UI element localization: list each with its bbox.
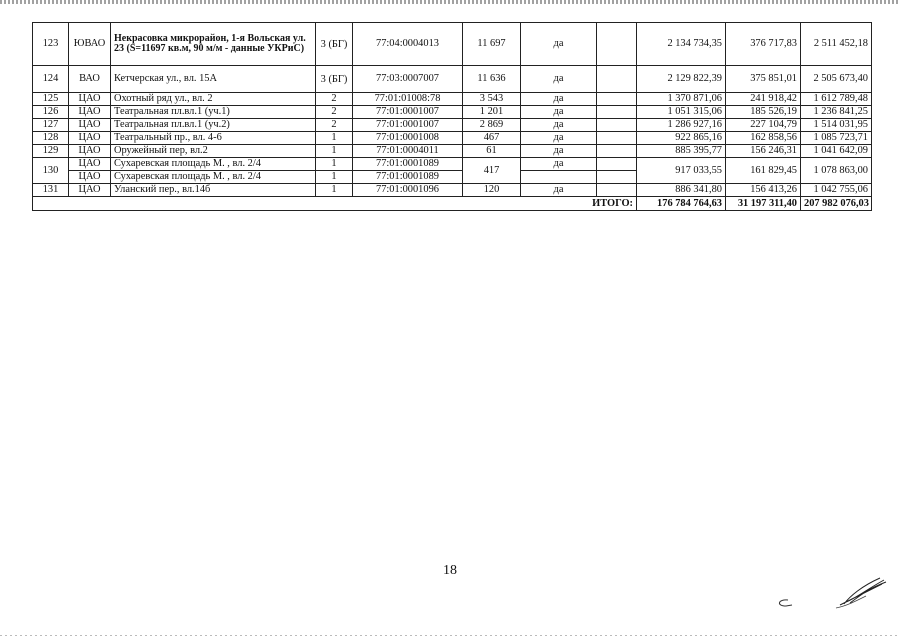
page-number: 18 [443,563,457,578]
cell-num: 123 [33,23,69,66]
cell-cadastre: 77:01:0001007 [353,106,463,119]
scan-edge-bottom [0,635,900,636]
cell-sum3: 1 612 789,48 [801,93,872,106]
cell-num: 129 [33,145,69,158]
cell-area: 11 697 [463,23,521,66]
table-row [33,93,872,106]
cell-extra [597,171,637,184]
cell-category: 2 [316,106,353,119]
cell-sum2: 185 526,19 [726,106,801,119]
cell-sum1: 2 134 734,35 [637,23,726,66]
cell-sum3: 1 236 841,25 [801,106,872,119]
cell-cadastre: 77:04:0004013 [353,23,463,66]
cell-sum3: 1 514 031,95 [801,119,872,132]
cell-cadastre: 77:01:0004011 [353,145,463,158]
register-table [32,22,872,211]
cell-category: 3 (БГ) [316,23,353,66]
cell-address: Некрасовка микрорайон, 1-я Вольская ул. 23 (S=11697 кв.м, 90 м/м - данные УКРиС) [111,23,316,66]
cell-address: Театральный пр., вл. 4-6 [111,132,316,145]
cell-extra [597,145,637,158]
cell-sum2: 162 858,56 [726,132,801,145]
cell-num: 127 [33,119,69,132]
cell-flag: да [521,132,597,145]
cell-address: Театральная пл.вл.1 (уч.2) [111,119,316,132]
table-row [33,119,872,132]
cell-num: 124 [33,66,69,93]
cell-num: 126 [33,106,69,119]
cell-extra [597,184,637,197]
cell-okrug: ЮВАО [69,23,111,66]
cell-cadastre: 77:01:01008:78 [353,93,463,106]
scan-edge-top [0,0,900,4]
cell-okrug: ВАО [69,66,111,93]
cell-area: 11 636 [463,66,521,93]
cell-flag: да [521,66,597,93]
cell-sum3: 2 505 673,40 [801,66,872,93]
cell-sum1: 917 033,55 [637,158,726,184]
cell-sum2: 227 104,79 [726,119,801,132]
cell-address: Уланский пер., вл.14б [111,184,316,197]
total-sum3: 207 982 076,03 [801,197,872,211]
cell-okrug: ЦАО [69,158,111,171]
cell-sum3: 1 085 723,71 [801,132,872,145]
cell-sum2: 375 851,01 [726,66,801,93]
cell-category: 1 [316,145,353,158]
table-row [33,106,872,119]
cell-category: 1 [316,158,353,171]
cell-area: 2 869 [463,119,521,132]
cell-sum1: 1 286 927,16 [637,119,726,132]
cell-okrug: ЦАО [69,93,111,106]
cell-flag: да [521,106,597,119]
cell-sum2: 376 717,83 [726,23,801,66]
cell-cadastre: 77:01:0001089 [353,171,463,184]
cell-category: 1 [316,132,353,145]
signature-mark [770,572,890,612]
cell-sum1: 1 051 315,06 [637,106,726,119]
cell-sum3: 2 511 452,18 [801,23,872,66]
cell-sum2: 241 918,42 [726,93,801,106]
cell-okrug: ЦАО [69,145,111,158]
cell-area: 61 [463,145,521,158]
cell-area: 1 201 [463,106,521,119]
table-row [33,23,872,66]
cell-category: 3 (БГ) [316,66,353,93]
cell-num: 130 [33,158,69,184]
cell-flag: да [521,119,597,132]
cell-okrug: ЦАО [69,119,111,132]
table-row [33,145,872,158]
total-sum2: 31 197 311,40 [726,197,801,211]
table-row-merged [33,158,872,171]
cell-okrug: ЦАО [69,184,111,197]
cell-address: Сухаревская площадь М. , вл. 2/4 [111,171,316,184]
cell-address: Кетчерская ул., вл. 15А [111,66,316,93]
cell-cadastre: 77:01:0001008 [353,132,463,145]
cell-address: Охотный ряд ул., вл. 2 [111,93,316,106]
cell-num: 131 [33,184,69,197]
cell-category: 2 [316,119,353,132]
cell-category: 1 [316,184,353,197]
cell-num: 125 [33,93,69,106]
cell-sum3: 1 078 863,00 [801,158,872,184]
cell-sum1: 1 370 871,06 [637,93,726,106]
cell-flag: да [521,23,597,66]
cell-extra [597,93,637,106]
cell-cadastre: 77:01:0001007 [353,119,463,132]
table-row [33,184,872,197]
cell-cadastre: 77:01:0001096 [353,184,463,197]
cell-flag: да [521,158,597,171]
cell-area: 417 [463,158,521,184]
total-row [33,197,872,211]
cell-extra [597,23,637,66]
cell-extra [597,158,637,171]
cell-sum1: 886 341,80 [637,184,726,197]
cell-okrug: ЦАО [69,132,111,145]
cell-extra [597,132,637,145]
cell-extra [597,66,637,93]
cell-okrug: ЦАО [69,106,111,119]
cell-sum2: 156 246,31 [726,145,801,158]
cell-okrug: ЦАО [69,171,111,184]
cell-flag: да [521,145,597,158]
cell-address: Сухаревская площадь М. , вл. 2/4 [111,158,316,171]
cell-cadastre: 77:01:0001089 [353,158,463,171]
table-row [33,66,872,93]
cell-category: 1 [316,171,353,184]
total-label: ИТОГО: [33,197,637,211]
cell-sum1: 922 865,16 [637,132,726,145]
cell-num: 128 [33,132,69,145]
cell-sum3: 1 042 755,06 [801,184,872,197]
cell-sum2: 161 829,45 [726,158,801,184]
cell-extra [597,119,637,132]
cell-address: Театральная пл.вл.1 (уч.1) [111,106,316,119]
total-sum1: 176 784 764,63 [637,197,726,211]
cell-category: 2 [316,93,353,106]
cell-sum1: 885 395,77 [637,145,726,158]
cell-address: Оружейный пер, вл.2 [111,145,316,158]
cell-cadastre: 77:03:0007007 [353,66,463,93]
cell-area: 120 [463,184,521,197]
cell-sum2: 156 413,26 [726,184,801,197]
cell-sum3: 1 041 642,09 [801,145,872,158]
table-row [33,132,872,145]
cell-flag [521,171,597,184]
cell-extra [597,106,637,119]
cell-sum1: 2 129 822,39 [637,66,726,93]
cell-area: 3 543 [463,93,521,106]
cell-area: 467 [463,132,521,145]
cell-flag: да [521,184,597,197]
cell-flag: да [521,93,597,106]
